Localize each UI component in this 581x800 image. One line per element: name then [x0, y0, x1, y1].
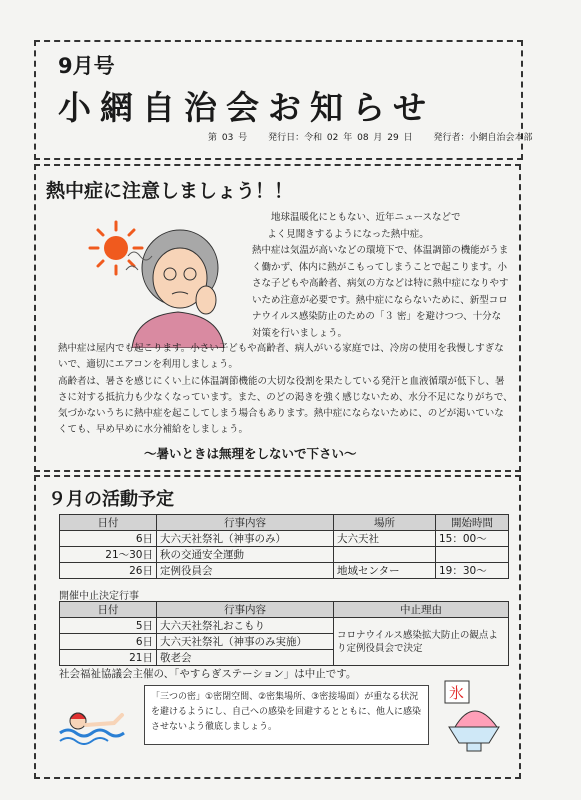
- column-header: 場所: [334, 515, 436, 531]
- table-cell: 大六天社祭礼（神事のみ実施）: [157, 634, 334, 650]
- table-cell: 大六天社祭礼おこもり: [157, 618, 334, 634]
- table-row: [60, 618, 509, 634]
- column-header: 開始時間: [436, 515, 509, 531]
- table-cell: 6日: [60, 531, 157, 547]
- cancelled-events-label: 開催中止決定行事: [59, 591, 139, 602]
- intro-line-1: 地球温暖化にともない、近年ニュースなどで: [271, 212, 461, 223]
- table-cell: 秋の交通安全運動: [157, 547, 334, 563]
- column-header: 中止理由: [334, 602, 509, 618]
- table-cell: 地域センター: [334, 563, 436, 579]
- table-cell: 19：30～: [436, 563, 509, 579]
- table-cell: 大六天社: [334, 531, 436, 547]
- column-header: 日付: [60, 515, 157, 531]
- newsletter-header: [34, 40, 533, 160]
- table-row: [60, 547, 509, 563]
- column-header: 行事内容: [157, 602, 334, 618]
- issue-number: 第 03 号: [208, 133, 248, 143]
- schedule-table: [59, 514, 509, 579]
- table-header-row: [60, 515, 509, 531]
- three-cs-notice: 「三つの密」①密閉空間、②密集場所、③密接場面）が重なる状況を避けるようにし、自己への感染を回避するとともに、他人に感染させないよう徹底しましょう。: [144, 685, 429, 745]
- table-cell: 15：00～: [436, 531, 509, 547]
- ice-sign-text: 氷: [449, 684, 465, 702]
- shaved-ice-illustration: [441, 677, 507, 757]
- column-header: 行事内容: [157, 515, 334, 531]
- intro-paragraph: 熱中症は気温が高いなどの環境下で、体温調節の機能がうまく働かず、体内に熱がこもってしまうことで起こります。小さな子どもや高齢者、病気の方などは特に熱中症になりやすいため注意が必要です。熱中症にならないために、新型コロナウイルス感染防止のための「３ 密」を避けつつ、十分な対策を行いましょう。: [252, 245, 509, 339]
- slogan: ～暑いときは無理をしないで下さい～: [144, 446, 357, 461]
- table-row: [60, 563, 509, 579]
- table-cell: 5日: [60, 618, 157, 634]
- newsletter-title: 小網自治会お知らせ: [58, 88, 436, 127]
- table-row: [60, 531, 509, 547]
- table-header-row: [60, 602, 509, 618]
- intro-text: [252, 210, 510, 342]
- dizzy-elderly-woman-illustration: [122, 216, 234, 348]
- cancellation-notice: 社会福祉協議会主催の、「やすらぎステーション」は中止です。: [59, 668, 357, 680]
- table-cell: [334, 547, 436, 563]
- issue-date: 発行日：令和 02 年 08 月 29 日: [268, 133, 413, 143]
- section-title: 熱中症に注意しましょう！！: [46, 180, 294, 202]
- body-paragraph-2: 高齢者は、暑さを感じにくい上に体温調節機能の大切な役割を果たしている発汗と血液循環が低下し、暑さに対する抵抗力も少なくなっています。また、のどの渇きを強く感じないため、水分不足になりがちで、気づかないうちに熱中症を起こしてしまう場合もあります。熱中症にならないために、のどが渇いていなくても、早め早めに水分補給をしましょう。: [58, 375, 513, 436]
- body-text: [58, 341, 513, 439]
- column-header: 日付: [60, 602, 157, 618]
- table-cell: 21～30日: [60, 547, 157, 563]
- publisher: 発行者：小網自治会本部: [433, 133, 533, 143]
- cancel-reason: コロナウイルス感染拡大防止の観点より定例役員会で決定: [334, 618, 509, 666]
- table-cell: 6日: [60, 634, 157, 650]
- table-cell: 定例役員会: [157, 563, 334, 579]
- table-cell: 21日: [60, 650, 157, 666]
- body-paragraph-1: 熱中症は屋内でも起こります。小さい子どもや高齢者、病人がいる家庭では、冷房の使用を我慢しすぎないで、適切にエアコンを利用しましょう。: [58, 343, 504, 371]
- section-title: ９月の活動予定: [48, 489, 174, 510]
- swimmer-illustration: [56, 697, 136, 745]
- publication-meta: [208, 130, 548, 143]
- heatstroke-section: [34, 164, 521, 472]
- schedule-section: [34, 475, 521, 779]
- table-cell: 26日: [60, 563, 157, 579]
- table-cell: [436, 547, 509, 563]
- table-cell: 大六天社祭礼（神事のみ）: [157, 531, 334, 547]
- table-cell: 敬老会: [157, 650, 334, 666]
- intro-line-2: よく見聞きするようになった熱中症。: [267, 228, 429, 240]
- cancelled-events-table: [59, 601, 509, 666]
- issue-label: 9月号: [58, 54, 115, 78]
